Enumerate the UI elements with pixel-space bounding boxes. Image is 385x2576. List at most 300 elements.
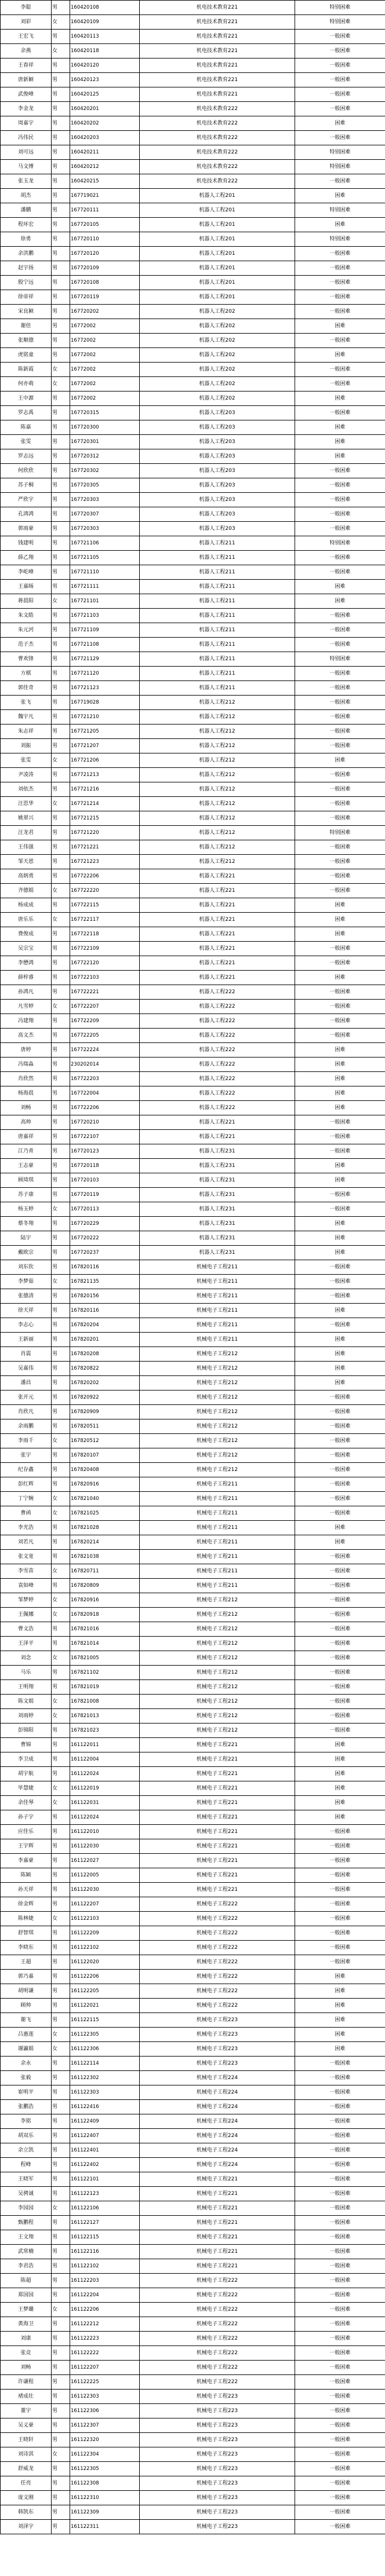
cell-difficulty-level: 一般困难 <box>295 1926 385 1941</box>
cell-student-id: 161122401 <box>70 2143 140 2158</box>
cell-student-id: 167721129 <box>70 652 140 667</box>
cell-difficulty-level: 一般困难 <box>295 1448 385 1463</box>
cell-class: 机械电子工程221 <box>140 2245 295 2259</box>
cell-name: 吴义豪 <box>1 2418 52 2433</box>
cell-name: 曹欢锋 <box>1 652 52 667</box>
cell-difficulty-level: 一般困难 <box>295 2361 385 2375</box>
table-row <box>1 319 385 334</box>
cell-class: 机械电子工程221 <box>140 1767 295 1781</box>
cell-name: 余雨鹏 <box>1 1419 52 1434</box>
table-row <box>1 2476 385 2491</box>
cell-student-id: 161122306 <box>70 2042 140 2057</box>
cell-gender: 男 <box>52 2520 70 2534</box>
table-row <box>1 1999 385 2013</box>
cell-gender: 女 <box>52 1275 70 1289</box>
cell-class: 机械电子工程211 <box>140 1477 295 1492</box>
cell-name: 严欣宇 <box>1 493 52 507</box>
cell-difficulty-level: 特别困难 <box>295 652 385 667</box>
cell-class: 机器人工程211 <box>140 623 295 638</box>
cell-class: 机器人工程201 <box>140 276 295 290</box>
cell-class: 机械电子工程223 <box>140 2491 295 2505</box>
cell-student-id: 160420215 <box>70 174 140 189</box>
cell-student-id: 167720307 <box>70 507 140 522</box>
table-row <box>1 1318 385 1333</box>
cell-difficulty-level: 一般困难 <box>295 942 385 956</box>
cell-name: 江乃青 <box>1 1144 52 1159</box>
cell-difficulty-level: 困难 <box>295 391 385 406</box>
cell-difficulty-level: 一般困难 <box>295 1608 385 1622</box>
table-row <box>1 2187 385 2201</box>
cell-difficulty-level: 困难 <box>295 898 385 913</box>
table-row <box>1 638 385 652</box>
cell-name: 刘泽宇 <box>1 2520 52 2534</box>
cell-class: 机械电子工程223 <box>140 2013 295 2028</box>
cell-gender: 男 <box>52 782 70 797</box>
cell-name: 费俊成 <box>1 927 52 942</box>
cell-name: 武常楠 <box>1 2245 52 2259</box>
table-row <box>1 1550 385 1564</box>
cell-student-id: 161122019 <box>70 1781 140 1796</box>
cell-student-id: 167721207 <box>70 739 140 753</box>
table-row <box>1 58 385 73</box>
table-row <box>1 1043 385 1058</box>
cell-name: 朱志祥 <box>1 724 52 739</box>
table-row <box>1 696 385 710</box>
cell-name: 张玉龙 <box>1 174 52 189</box>
cell-name: 任亮 <box>1 2476 52 2491</box>
cell-difficulty-level: 困难 <box>295 189 385 203</box>
cell-difficulty-level: 一般困难 <box>295 1130 385 1144</box>
cell-student-id: 161122416 <box>70 2100 140 2114</box>
cell-class: 机械电子工程212 <box>140 1434 295 1448</box>
cell-difficulty-level: 特别困难 <box>295 160 385 174</box>
cell-gender: 男 <box>52 1086 70 1101</box>
cell-gender: 男 <box>52 2259 70 2274</box>
table-row <box>1 73 385 87</box>
table-row <box>1 1072 385 1086</box>
cell-gender: 男 <box>52 174 70 189</box>
cell-student-id: 167820512 <box>70 1434 140 1448</box>
cell-class: 机器人工程211 <box>140 551 295 565</box>
cell-student-id: 167722118 <box>70 927 140 942</box>
cell-name: 冯伟民 <box>1 131 52 145</box>
cell-difficulty-level: 一般困难 <box>295 2462 385 2476</box>
cell-class: 机器人工程211 <box>140 681 295 696</box>
table-row <box>1 1941 385 1955</box>
table-row <box>1 1579 385 1593</box>
cell-student-id: 167720105 <box>70 218 140 232</box>
cell-class: 机械电子工程212 <box>140 1419 295 1434</box>
cell-class: 机器人工程203 <box>140 507 295 522</box>
cell-name: 程环宏 <box>1 218 52 232</box>
cell-student-id: 161122101 <box>70 2172 140 2187</box>
cell-student-id: 167820916 <box>70 1477 140 1492</box>
cell-student-id: 167722117 <box>70 913 140 927</box>
cell-difficulty-level: 一般困难 <box>295 1419 385 1434</box>
cell-class: 机械电子工程222 <box>140 2274 295 2288</box>
cell-difficulty-level: 困难 <box>295 1521 385 1535</box>
cell-name: 余洪鹏 <box>1 247 52 261</box>
cell-gender: 男 <box>52 623 70 638</box>
cell-gender: 男 <box>52 1854 70 1868</box>
cell-class: 机械电子工程222 <box>140 1984 295 1999</box>
table-row <box>1 1 385 15</box>
table-row <box>1 261 385 276</box>
table-row <box>1 160 385 174</box>
cell-name: 刘康 <box>1 2332 52 2346</box>
cell-name: 朱文皓 <box>1 609 52 623</box>
cell-name: 苏子桐 <box>1 478 52 493</box>
cell-difficulty-level: 特别困难 <box>295 203 385 218</box>
cell-student-id: 160420212 <box>70 160 140 174</box>
cell-class: 机械电子工程221 <box>140 1781 295 1796</box>
cell-name: 马文博 <box>1 160 52 174</box>
cell-name: 魏宇凡 <box>1 710 52 724</box>
cell-difficulty-level: 一般困难 <box>295 1144 385 1159</box>
table-row <box>1 1897 385 1912</box>
cell-gender: 男 <box>52 276 70 290</box>
cell-difficulty-level: 困难 <box>295 420 385 435</box>
cell-class: 机械电子工程221 <box>140 1810 295 1825</box>
cell-class: 机器人工程212 <box>140 797 295 811</box>
cell-name: 张鹏浩 <box>1 2100 52 2114</box>
cell-name: 张雯 <box>1 753 52 768</box>
table-row <box>1 203 385 218</box>
cell-class: 机电技术教育222 <box>140 174 295 189</box>
table-row <box>1 290 385 305</box>
cell-student-id: 161122222 <box>70 2346 140 2361</box>
cell-gender: 女 <box>52 363 70 377</box>
cell-student-id: 161122402 <box>70 2158 140 2172</box>
table-row <box>1 1159 385 1173</box>
cell-student-id: 161122031 <box>70 1796 140 1810</box>
cell-difficulty-level: 一般困难 <box>295 2100 385 2114</box>
cell-difficulty-level: 困难 <box>295 913 385 927</box>
cell-gender: 男 <box>52 290 70 305</box>
cell-name: 王嘉旸 <box>1 580 52 594</box>
cell-difficulty-level: 一般困难 <box>295 406 385 420</box>
table-row <box>1 2274 385 2288</box>
cell-name: 钱建明 <box>1 536 52 551</box>
table-row <box>1 102 385 116</box>
cell-student-id: 167720302 <box>70 464 140 478</box>
cell-gender: 男 <box>52 826 70 840</box>
table-row <box>1 1333 385 1347</box>
cell-gender: 男 <box>52 2491 70 2505</box>
table-row <box>1 1173 385 1188</box>
table-row <box>1 1608 385 1622</box>
cell-class: 机械电子工程221 <box>140 2216 295 2230</box>
cell-student-id: 167720229 <box>70 1217 140 1231</box>
cell-class: 机器人工程222 <box>140 1072 295 1086</box>
cell-gender: 女 <box>52 44 70 58</box>
cell-student-id: 167720108 <box>70 276 140 290</box>
cell-gender: 女 <box>52 2303 70 2317</box>
cell-student-id: 161122207 <box>70 2361 140 2375</box>
cell-difficulty-level: 一般困难 <box>295 247 385 261</box>
table-row <box>1 826 385 840</box>
cell-difficulty-level: 一般困难 <box>295 1289 385 1304</box>
cell-class: 机器人工程211 <box>140 638 295 652</box>
cell-gender: 男 <box>52 2143 70 2158</box>
cell-student-id: 167820214 <box>70 1535 140 1550</box>
cell-gender: 男 <box>52 681 70 696</box>
table-row <box>1 1724 385 1738</box>
cell-class: 机器人工程203 <box>140 464 295 478</box>
table-row <box>1 2303 385 2317</box>
cell-gender: 男 <box>52 1810 70 1825</box>
cell-difficulty-level: 困难 <box>295 1984 385 1999</box>
cell-name: 余佳琴 <box>1 1796 52 1810</box>
cell-difficulty-level: 一般困难 <box>295 1941 385 1955</box>
cell-student-id: 161122102 <box>70 2259 140 2274</box>
cell-class: 机械电子工程222 <box>140 2346 295 2361</box>
cell-name: 李园园 <box>1 2201 52 2216</box>
cell-name: 周嘉宇 <box>1 116 52 131</box>
table-row <box>1 1883 385 1897</box>
cell-name: 范子杰 <box>1 638 52 652</box>
cell-gender: 女 <box>52 1202 70 1217</box>
cell-name: 王佩娜 <box>1 1608 52 1622</box>
cell-gender: 女 <box>52 2201 70 2216</box>
cell-gender: 男 <box>52 1318 70 1333</box>
cell-name: 李雨千 <box>1 1434 52 1448</box>
cell-difficulty-level: 一般困难 <box>295 768 385 782</box>
cell-difficulty-level: 特别困难 <box>295 826 385 840</box>
cell-student-id: 161122114 <box>70 2057 140 2071</box>
cell-name: 刘念 <box>1 1651 52 1666</box>
table-row <box>1 1463 385 1477</box>
cell-difficulty-level: 一般困难 <box>295 1434 385 1448</box>
table-row <box>1 2172 385 2187</box>
cell-class: 机器人工程212 <box>140 840 295 855</box>
table-row <box>1 2259 385 2274</box>
cell-name: 李志心 <box>1 1318 52 1333</box>
cell-gender: 男 <box>52 1130 70 1144</box>
cell-gender: 男 <box>52 1058 70 1072</box>
cell-student-id: 161122305 <box>70 2462 140 2476</box>
cell-class: 机械电子工程222 <box>140 2332 295 2346</box>
cell-class: 机器人工程222 <box>140 1101 295 1115</box>
cell-class: 机器人工程201 <box>140 290 295 305</box>
cell-student-id: 161122115 <box>70 2013 140 2028</box>
cell-difficulty-level: 一般困难 <box>295 1955 385 1970</box>
cell-gender: 女 <box>52 1492 70 1506</box>
cell-name: 应佳乐 <box>1 1825 52 1839</box>
cell-class: 机器人工程212 <box>140 710 295 724</box>
cell-student-id: 161122123 <box>70 2187 140 2201</box>
cell-name: 唐新颖 <box>1 73 52 87</box>
table-row <box>1 2013 385 2028</box>
table-row <box>1 1058 385 1072</box>
cell-student-id: 160420109 <box>70 15 140 30</box>
cell-student-id: 167721123 <box>70 681 140 696</box>
cell-gender: 男 <box>52 1680 70 1695</box>
cell-class: 机械电子工程222 <box>140 2375 295 2390</box>
cell-gender: 男 <box>52 1159 70 1173</box>
cell-gender: 女 <box>52 1564 70 1579</box>
cell-name: 虎铭童 <box>1 348 52 363</box>
cell-gender: 男 <box>52 1550 70 1564</box>
table-row <box>1 522 385 536</box>
cell-student-id: 161122205 <box>70 1984 140 1999</box>
cell-difficulty-level: 一般困难 <box>295 1564 385 1579</box>
cell-name: 张顺德 <box>1 334 52 348</box>
cell-gender: 男 <box>52 1 70 15</box>
cell-student-id: 161122204 <box>70 2288 140 2303</box>
table-row <box>1 1275 385 1289</box>
cell-name: 王新丽 <box>1 1333 52 1347</box>
cell-gender: 男 <box>52 247 70 261</box>
cell-class: 机器人工程231 <box>140 1217 295 1231</box>
cell-name: 李梦茹 <box>1 1275 52 1289</box>
table-row <box>1 1810 385 1825</box>
cell-student-id: 167722220 <box>70 884 140 898</box>
cell-name: 凡雪婷 <box>1 1000 52 1014</box>
cell-gender: 男 <box>52 2100 70 2114</box>
table-row <box>1 247 385 261</box>
cell-name: 薛梓睿 <box>1 971 52 985</box>
cell-difficulty-level: 一般困难 <box>295 1029 385 1043</box>
cell-name: 齐德娟 <box>1 884 52 898</box>
cell-name: 宋良颖 <box>1 305 52 319</box>
cell-class: 机械电子工程222 <box>140 2303 295 2317</box>
cell-name: 舒智琪 <box>1 1926 52 1941</box>
cell-class: 机器人工程222 <box>140 1043 295 1058</box>
table-row <box>1 956 385 971</box>
table-row <box>1 464 385 478</box>
cell-name: 吴嘉伟 <box>1 1362 52 1376</box>
cell-difficulty-level: 困难 <box>295 2028 385 2042</box>
cell-name: 杨海晨 <box>1 1086 52 1101</box>
cell-class: 机器人工程231 <box>140 1246 295 1260</box>
table-row <box>1 1564 385 1579</box>
cell-difficulty-level: 一般困难 <box>295 1188 385 1202</box>
cell-class: 机器人工程222 <box>140 985 295 1000</box>
cell-student-id: 167722120 <box>70 956 140 971</box>
table-row <box>1 493 385 507</box>
cell-student-id: 167722221 <box>70 985 140 1000</box>
cell-name: 蒋晨阳 <box>1 594 52 609</box>
table-row <box>1 1695 385 1709</box>
cell-gender: 男 <box>52 2418 70 2433</box>
cell-difficulty-level: 困难 <box>295 927 385 942</box>
cell-gender: 女 <box>52 1651 70 1666</box>
cell-class: 机械电子工程221 <box>140 2230 295 2245</box>
cell-student-id: 167720300 <box>70 420 140 435</box>
cell-name: 程峰 <box>1 2158 52 2172</box>
cell-student-id: 167720305 <box>70 478 140 493</box>
cell-difficulty-level: 一般困难 <box>295 565 385 580</box>
table-row <box>1 565 385 580</box>
cell-student-id: 161122103 <box>70 1912 140 1926</box>
cell-gender: 男 <box>52 1579 70 1593</box>
cell-name: 李铭 <box>1 2114 52 2129</box>
cell-difficulty-level: 困难 <box>295 1535 385 1550</box>
cell-difficulty-level: 一般困难 <box>295 1839 385 1854</box>
table-row <box>1 753 385 768</box>
cell-class: 机器人工程221 <box>140 1130 295 1144</box>
cell-gender: 男 <box>52 1391 70 1405</box>
cell-student-id: 160420203 <box>70 131 140 145</box>
cell-name: 孙子宇 <box>1 1810 52 1825</box>
cell-gender: 男 <box>52 2158 70 2172</box>
cell-difficulty-level: 困难 <box>295 1752 385 1767</box>
cell-gender: 男 <box>52 1622 70 1637</box>
cell-difficulty-level: 困难 <box>295 116 385 131</box>
cell-student-id: 161122116 <box>70 2245 140 2259</box>
cell-difficulty-level: 一般困难 <box>295 2085 385 2100</box>
cell-difficulty-level: 一般困难 <box>295 1202 385 1217</box>
cell-class: 机电技术教育221 <box>140 44 295 58</box>
cell-student-id: 161122303 <box>70 2085 140 2100</box>
cell-name: 方棋 <box>1 667 52 681</box>
cell-difficulty-level: 一般困难 <box>295 782 385 797</box>
table-row <box>1 2346 385 2361</box>
cell-class: 机器人工程221 <box>140 971 295 985</box>
cell-gender: 男 <box>52 1333 70 1347</box>
cell-gender: 男 <box>52 1999 70 2013</box>
cell-name: 汪龙君 <box>1 826 52 840</box>
cell-gender: 男 <box>52 2375 70 2390</box>
table-row <box>1 1651 385 1666</box>
cell-gender: 男 <box>52 551 70 565</box>
cell-name: 潘昌 <box>1 1376 52 1391</box>
table-row <box>1 2404 385 2418</box>
cell-gender: 男 <box>52 1043 70 1058</box>
cell-difficulty-level: 一般困难 <box>295 1695 385 1709</box>
cell-name: 陈文娟 <box>1 1695 52 1709</box>
cell-name: 李雪苗 <box>1 1564 52 1579</box>
cell-class: 机械电子工程211 <box>140 1550 295 1564</box>
cell-name: 彭红辉 <box>1 1477 52 1492</box>
cell-student-id: 161122320 <box>70 2433 140 2447</box>
cell-difficulty-level: 一般困难 <box>295 2346 385 2361</box>
cell-class: 机器人工程203 <box>140 449 295 464</box>
cell-gender: 男 <box>52 942 70 956</box>
cell-difficulty-level: 困难 <box>295 1086 385 1101</box>
cell-class: 机械电子工程212 <box>140 1666 295 1680</box>
cell-student-id: 167720119 <box>70 290 140 305</box>
cell-class: 机器人工程201 <box>140 203 295 218</box>
cell-class: 机器人工程231 <box>140 1202 295 1217</box>
cell-student-id: 16772002 <box>70 363 140 377</box>
cell-difficulty-level: 一般困难 <box>295 276 385 290</box>
cell-student-id: 161122304 <box>70 2447 140 2462</box>
cell-name: 余立凯 <box>1 2143 52 2158</box>
table-row <box>1 1535 385 1550</box>
cell-difficulty-level: 一般困难 <box>295 1709 385 1724</box>
table-row <box>1 681 385 696</box>
cell-difficulty-level: 一般困难 <box>295 174 385 189</box>
cell-name: 郭佳奇 <box>1 681 52 696</box>
cell-name: 张飞 <box>1 696 52 710</box>
cell-difficulty-level: 一般困难 <box>295 1463 385 1477</box>
table-row <box>1 44 385 58</box>
cell-gender: 男 <box>52 667 70 681</box>
cell-name: 苏子康 <box>1 1188 52 1202</box>
cell-name: 徐天祥 <box>1 1304 52 1318</box>
cell-name: 殷宁远 <box>1 276 52 290</box>
cell-name: 李懋鸿 <box>1 956 52 971</box>
table-row <box>1 2375 385 2390</box>
cell-student-id: 161122207 <box>70 1897 140 1912</box>
cell-class: 机器人工程212 <box>140 782 295 797</box>
table-row <box>1 1347 385 1362</box>
cell-difficulty-level: 一般困难 <box>295 1391 385 1405</box>
table-row <box>1 1521 385 1535</box>
cell-class: 机械电子工程221 <box>140 1796 295 1810</box>
